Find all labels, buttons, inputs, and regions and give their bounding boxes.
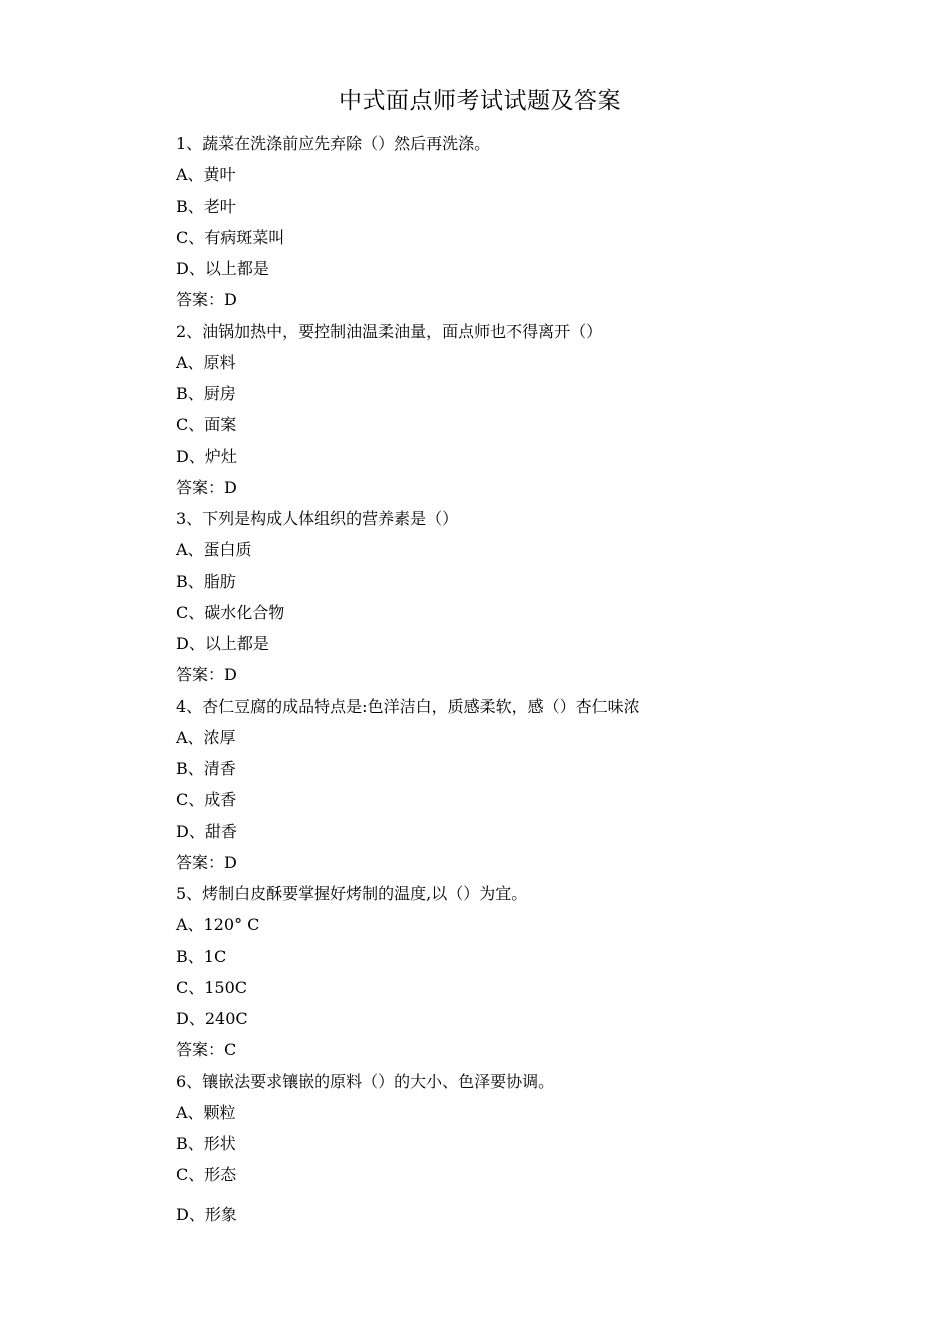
- question-4-option-c: C、成香: [176, 790, 237, 810]
- question-4-answer: 答案：D: [176, 852, 237, 872]
- question-4-option-a: A、浓厚: [176, 727, 236, 747]
- question-2-option-a: A、原料: [176, 352, 236, 372]
- question-2-option-c: C、面案: [176, 415, 237, 435]
- question-3-option-a: A、蛋白质: [176, 540, 252, 560]
- question-5-option-a: A、120° C: [176, 915, 260, 935]
- question-1-text: 1、蔬菜在洗涤前应先弃除（）然后再洗涤。: [176, 134, 491, 153]
- question-4-option-b: B、清香: [176, 759, 236, 778]
- question-6-option-c: C、形态: [176, 1165, 237, 1185]
- question-5-text: 5、烤制白皮酥要掌握好烤制的温度,以（）为宜。: [176, 884, 528, 903]
- question-1-option-d: D、以上都是: [176, 259, 269, 278]
- question-6-text: 6、镶嵌法要求镶嵌的原料（）的大小、色泽要协调。: [176, 1071, 555, 1091]
- question-1-option-a: A、黄叶: [176, 165, 236, 185]
- question-4-text: 4、杏仁豆腐的成品特点是:色洋洁白，质感柔软，感（）杏仁味浓: [176, 696, 640, 716]
- question-5-option-c: C、150C: [176, 977, 248, 997]
- question-4-option-d: D、甜香: [176, 821, 237, 841]
- question-5-option-b: B、1C: [176, 946, 227, 966]
- question-2-option-b: B、厨房: [176, 384, 236, 403]
- question-5-answer: 答案：C: [176, 1040, 237, 1060]
- question-3-option-b: B、脂肪: [176, 571, 236, 591]
- question-1-option-b: B、老叶: [176, 196, 236, 216]
- question-3-option-c: C、碳水化合物: [176, 602, 285, 622]
- question-3-text: 3、下列是构成人体组织的营养素是（）: [176, 509, 459, 528]
- question-5-option-d: D、240C: [176, 1009, 248, 1028]
- question-2-answer: 答案：D: [176, 477, 237, 497]
- question-3-option-d: D、以上都是: [176, 634, 269, 653]
- question-6-option-a: A、颗粒: [176, 1102, 236, 1122]
- question-2-text: 2、油锅加热中，要控制油温柔油量，面点师也不得离开（）: [176, 321, 603, 341]
- question-6-option-d: D、形象: [176, 1204, 237, 1224]
- question-2-option-d: D、炉灶: [176, 446, 237, 466]
- question-list: [176, 128, 876, 1230]
- question-6-option-b: B、形状: [176, 1134, 236, 1153]
- question-1-answer: 答案：D: [176, 290, 237, 310]
- question-1-option-c: C、有病斑菜叫: [176, 227, 285, 247]
- question-3-answer: 答案：D: [176, 665, 237, 685]
- page-title: 中式面点师考试试题及答案: [339, 88, 621, 114]
